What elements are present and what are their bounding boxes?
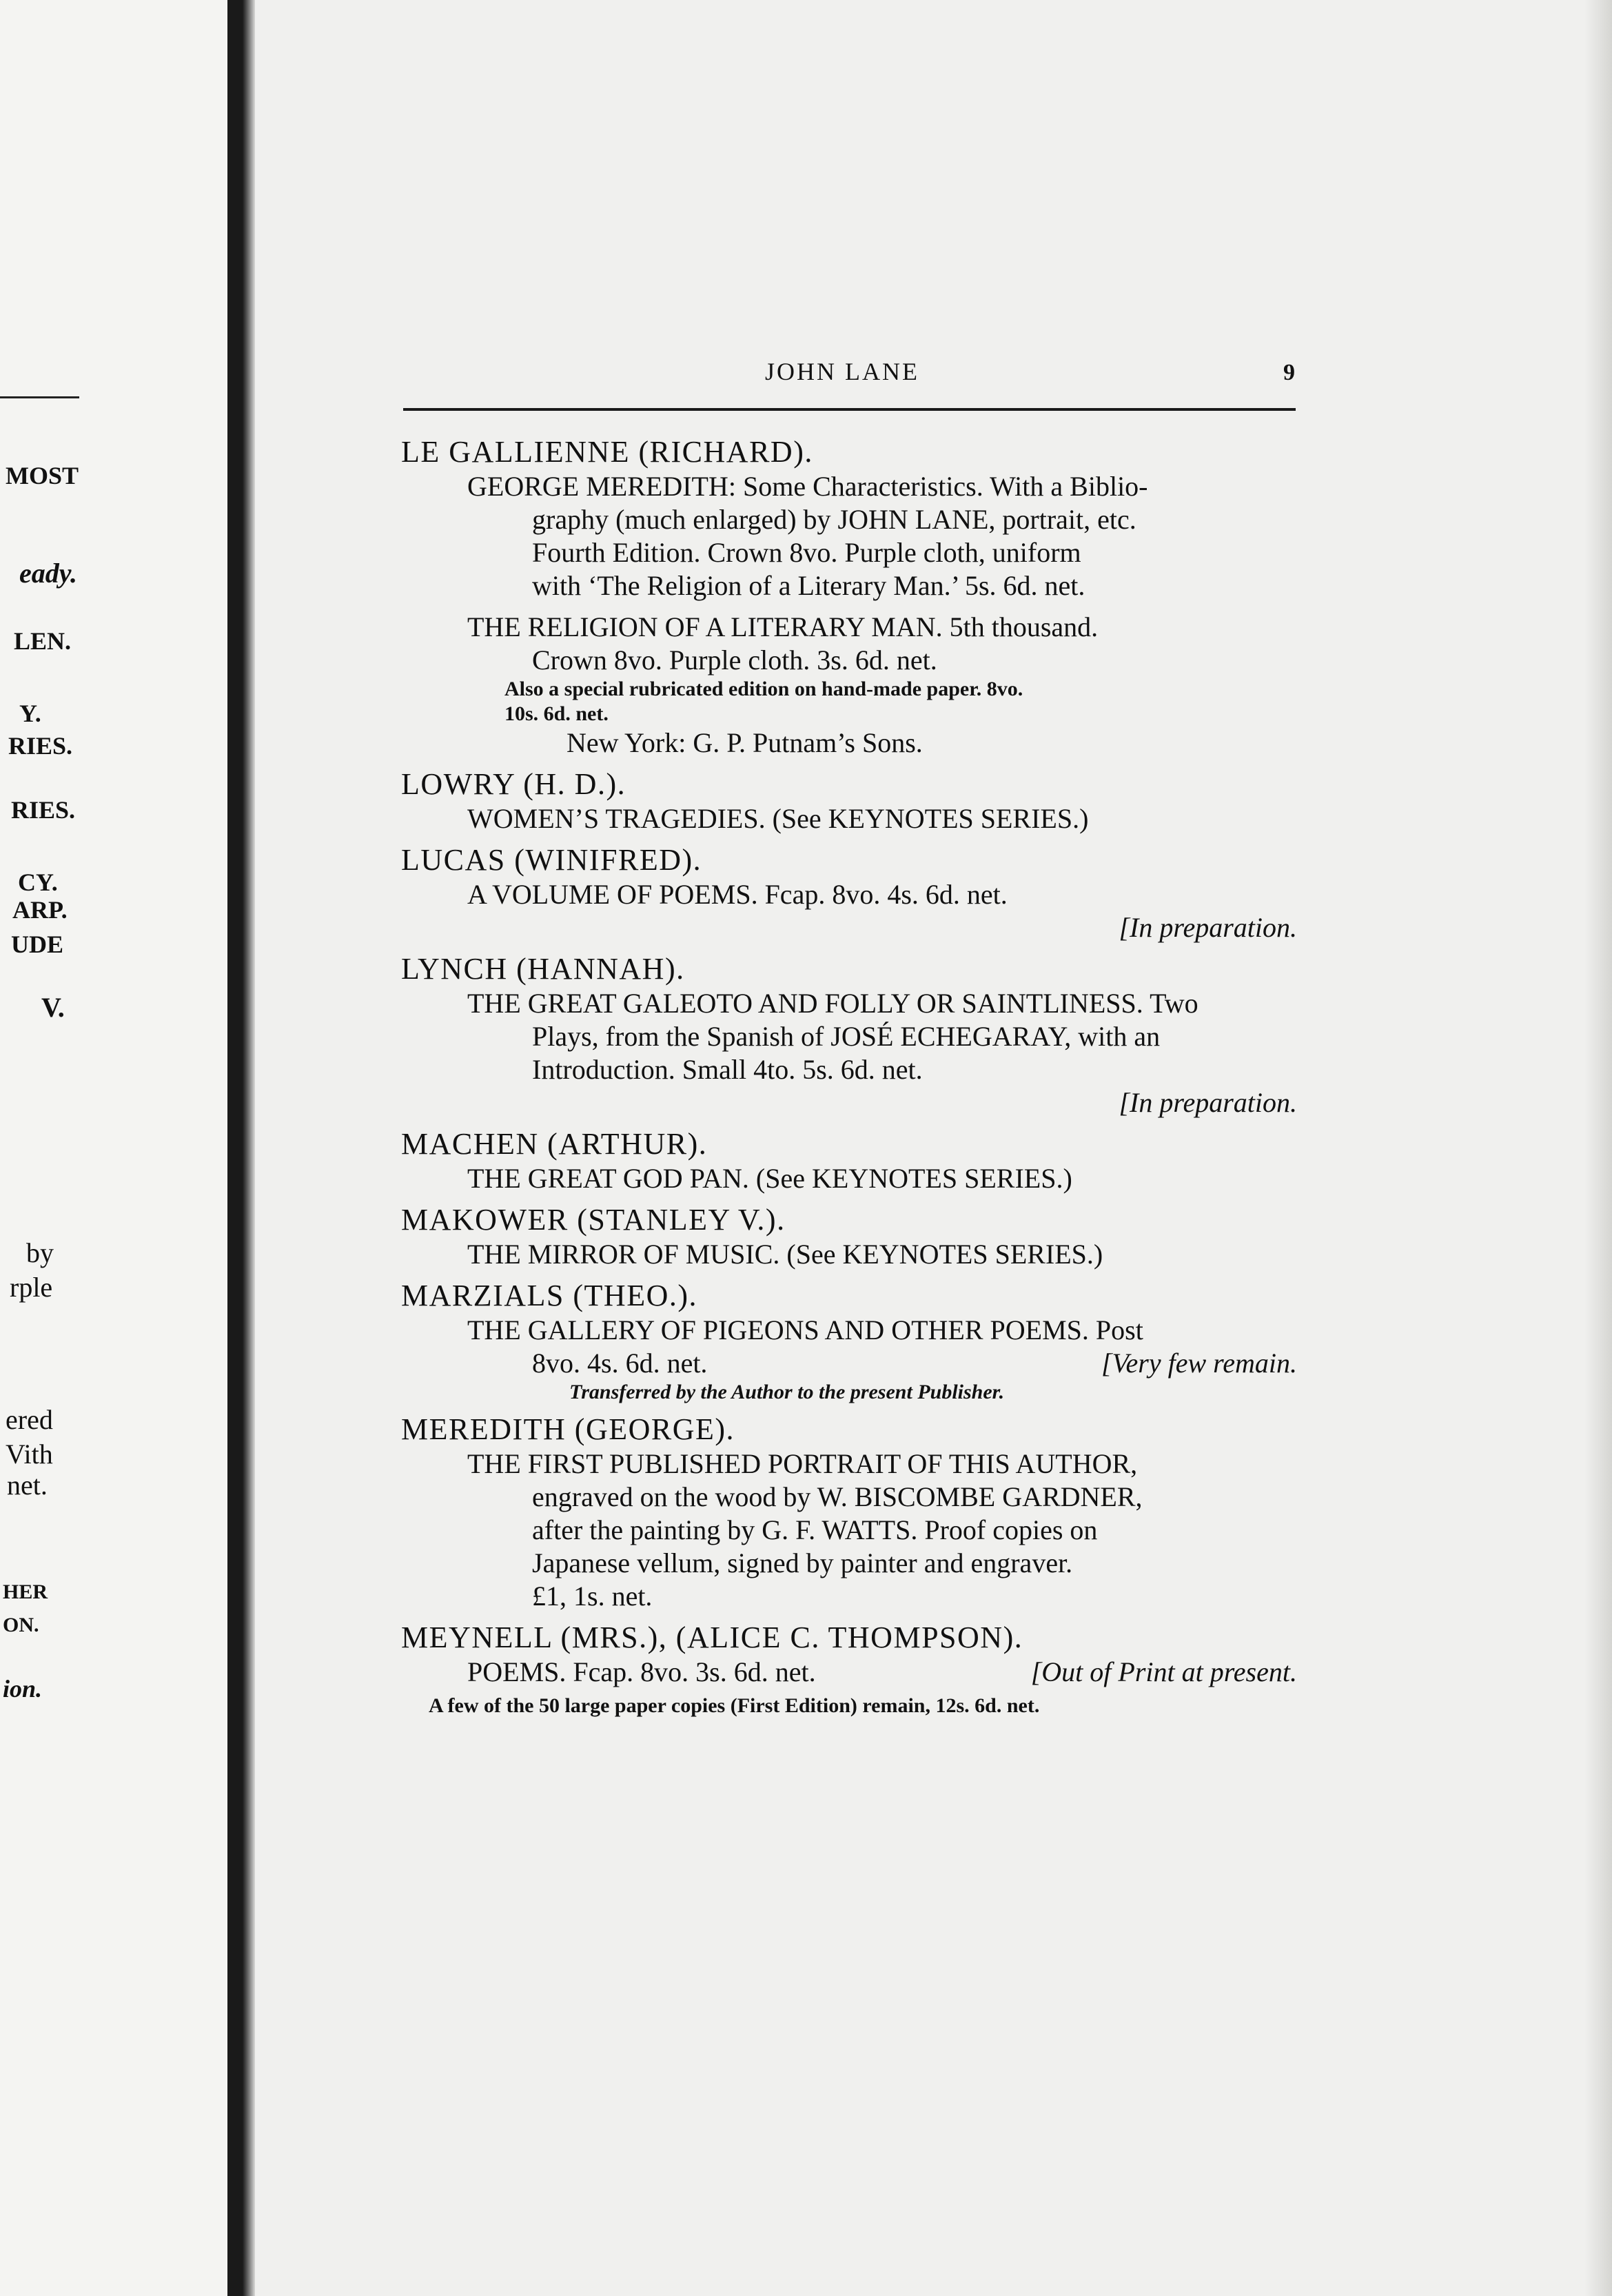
entry-line: engraved on the wood by W. BISCOMBE GARDNER, [532, 1481, 1143, 1512]
catalogue-entry [401, 1202, 1297, 1271]
entry-line: Japanese vellum, signed by painter and engraver. [532, 1547, 1073, 1578]
author-heading: LYNCH (HANNAH). [401, 952, 685, 986]
title-entry [467, 1314, 1297, 1380]
author-heading: MEREDITH (GEORGE). [401, 1412, 735, 1446]
author-heading: LUCAS (WINIFRED). [401, 843, 702, 877]
left-page-fragment: HER [3, 1581, 48, 1603]
author-heading: MACHEN (ARTHUR). [401, 1127, 708, 1161]
title-entry [467, 470, 1297, 602]
entry-line: £1, 1s. net. [532, 1581, 653, 1612]
title-entry [467, 1447, 1297, 1613]
catalogue-entry [401, 1126, 1297, 1195]
left-page-fragment: rple [10, 1272, 53, 1303]
left-page-fragment: ion. [3, 1675, 43, 1703]
entry-line: Crown 8vo. Purple cloth. 3s. 6d. net. [532, 644, 937, 675]
entry-line: THE GREAT GOD PAN. (See KEYNOTES SERIES.) [467, 1163, 1072, 1194]
author-heading: LE GALLIENNE (RICHARD). [401, 435, 813, 469]
catalogue-entry [401, 1278, 1297, 1405]
entry-line: THE FIRST PUBLISHED PORTRAIT OF THIS AUTHOR, [467, 1448, 1138, 1479]
entry-line: THE MIRROR OF MUSIC. (See KEYNOTES SERIES.) [467, 1239, 1103, 1270]
status-note: [In preparation. [1119, 1087, 1297, 1118]
author-heading: MAKOWER (STANLEY V.). [401, 1203, 786, 1237]
left-page-fragment: by [26, 1237, 54, 1268]
publisher-line: New York: G. P. Putnam’s Sons. [567, 727, 923, 758]
large-paper-note: A few of the 50 large paper copies (First Edition) remain, 12s. 6d. net. [429, 1694, 1040, 1717]
entry-line: THE GREAT GALEOTO AND FOLLY OR SAINTLINESS. Two [467, 988, 1198, 1019]
author-heading: MARZIALS (THEO.). [401, 1279, 698, 1312]
catalogue-entry [401, 1412, 1297, 1613]
left-page-fragment: Y. [19, 700, 41, 727]
title-entry [467, 987, 1297, 1086]
catalogue-entry [401, 1620, 1297, 1719]
left-page-fragment: net. [7, 1470, 48, 1501]
entry-line: THE GALLERY OF PIGEONS AND OTHER POEMS. Post [467, 1314, 1143, 1345]
author-heading: LOWRY (H. D.). [401, 767, 626, 801]
catalogue-entry [401, 951, 1297, 1119]
edition-note: 10s. 6d. net. [504, 702, 609, 725]
catalogue-entry [401, 434, 1297, 760]
left-page-fragment: ON. [3, 1614, 39, 1636]
left-page-fragment: MOST [6, 462, 79, 489]
status-note: [Very few remain. [1101, 1348, 1297, 1379]
page-number: 9 [1283, 360, 1295, 385]
entry-line: Fourth Edition. Crown 8vo. Purple cloth, uniform [532, 537, 1081, 568]
left-page-fragment: UDE [11, 931, 64, 958]
running-header: JOHN LANE [765, 358, 919, 385]
page-edge-shadow [1584, 0, 1612, 2296]
provenance-note: Transferred by the Author to the present Publisher. [569, 1381, 1005, 1403]
left-page-fragment: LEN. [14, 627, 72, 655]
left-page-fragment: eady. [19, 558, 78, 589]
left-page-fragment: ered [6, 1404, 53, 1435]
entry-line: after the painting by G. F. WATTS. Proof copies on [532, 1514, 1098, 1545]
entry-line: 8vo. 4s. 6d. net. [532, 1348, 708, 1379]
book-spine [227, 0, 255, 2296]
left-page-fragment: Vith [6, 1439, 53, 1470]
catalogue-entry [401, 842, 1297, 944]
entry-line: graphy (much enlarged) by JOHN LANE, portrait, etc. [532, 504, 1136, 535]
entry-line: A VOLUME OF POEMS. Fcap. 8vo. 4s. 6d. net. [467, 879, 1008, 910]
entry-line: POEMS. Fcap. 8vo. 3s. 6d. net. [467, 1656, 816, 1687]
entry-line: WOMEN’S TRAGEDIES. (See KEYNOTES SERIES.) [467, 803, 1089, 834]
author-heading: MEYNELL (MRS.), (ALICE C. THOMPSON). [401, 1621, 1023, 1654]
entry-line: with ‘The Religion of a Literary Man.’ 5s. 6d. net. [532, 570, 1085, 601]
entry-line: Introduction. Small 4to. 5s. 6d. net. [532, 1054, 923, 1085]
left-page-fragment: ARP. [12, 896, 68, 924]
left-page-fragment: CY. [18, 868, 58, 896]
entry-line-row [467, 1347, 1297, 1380]
left-page-fragment: V. [41, 992, 65, 1023]
entry-line: GEORGE MEREDITH: Some Characteristics. With a Biblio- [467, 471, 1148, 502]
entry-line: THE RELIGION OF A LITERARY MAN. 5th thousand. [467, 611, 1099, 642]
header-rule [403, 408, 1296, 411]
left-page-fragment: RIES. [8, 732, 73, 760]
entry-line: Plays, from the Spanish of JOSÉ ECHEGARAY, with an [532, 1021, 1161, 1052]
status-note: [In preparation. [1119, 912, 1297, 943]
edition-note: Also a special rubricated edition on hand-made paper. 8vo. [504, 678, 1023, 700]
catalogue-entry [401, 766, 1297, 835]
status-note: [Out of Print at present. [1030, 1656, 1297, 1687]
left-page-fragment: RIES. [11, 796, 76, 824]
left-page-rule [0, 396, 79, 398]
catalogue-list [401, 427, 1297, 1719]
entry-line-row [467, 1656, 1297, 1689]
left-page [0, 0, 227, 2296]
title-entry [467, 611, 1297, 677]
